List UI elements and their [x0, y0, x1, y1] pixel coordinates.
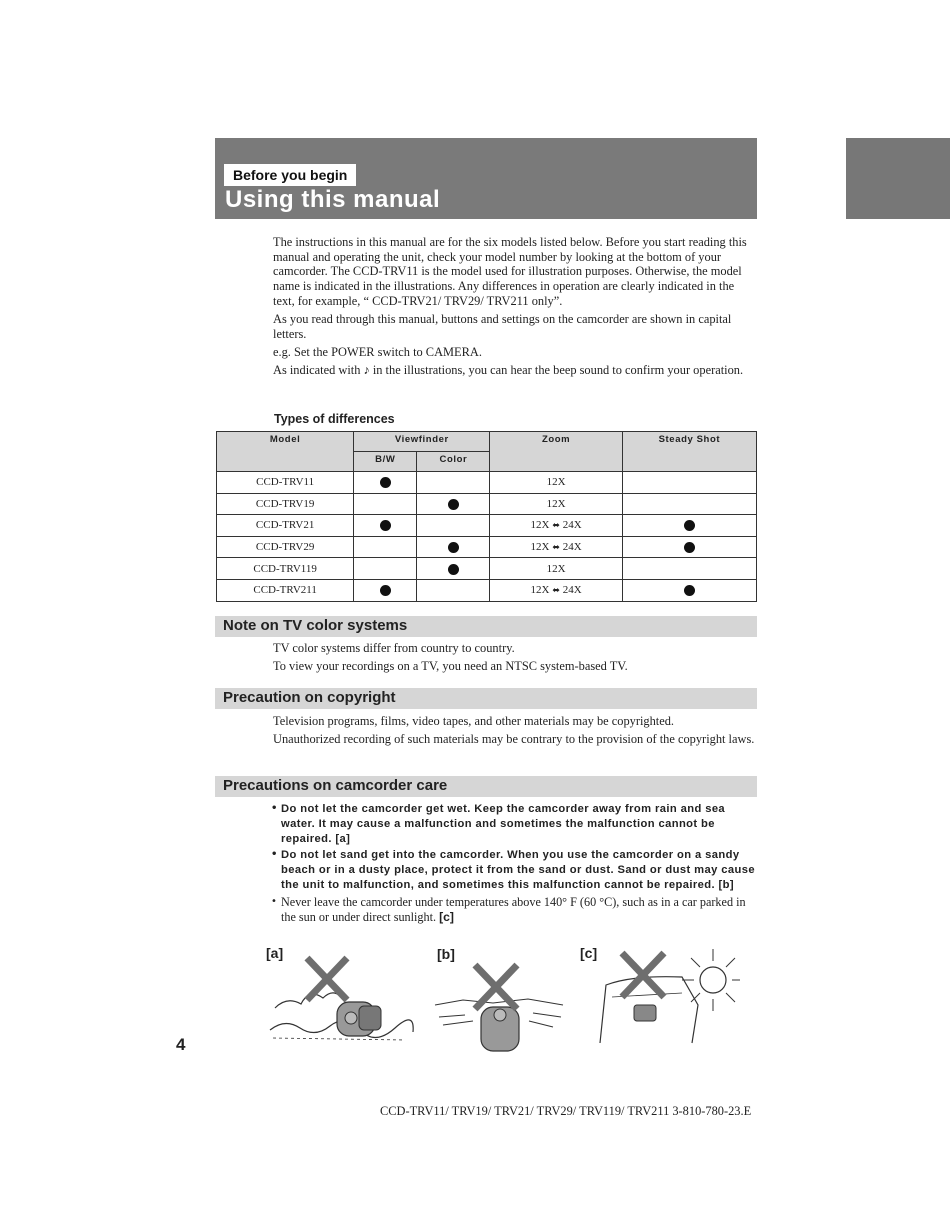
- header-bw: B/W: [354, 452, 417, 472]
- check-dot-icon: [380, 520, 391, 531]
- steady-shot-cell: [622, 579, 756, 601]
- steady-shot-cell: [622, 472, 756, 494]
- copyright-section-heading-bar: [215, 688, 757, 709]
- intro-paragraph-4-start: As indicated with: [273, 363, 364, 378]
- model-cell: CCD-TRV211: [217, 579, 354, 601]
- zoom-extended: 24X: [562, 519, 582, 532]
- check-dot-icon: [684, 542, 695, 553]
- intro-text: [273, 235, 757, 381]
- check-dot-icon: [448, 564, 459, 575]
- steady-shot-cell: [622, 515, 756, 537]
- intro-paragraph-1: The instructions in this manual are for the six models listed below. Before you start reading this manual and operating the unit, check your model number by looking at the bottom of your camcorder. The CCD-TRV11 is the model used for illustration purposes. Otherwise, the model name is indicated in the illustrations. Any differences in operation are clearly indicated in the text, for example, “ CCD-TRV21/ TRV29/ TRV211 only”.: [273, 235, 747, 308]
- bw-cell: [354, 536, 417, 558]
- care-item-wet: • Do not let the camcorder get wet. Keep the camcorder away from rain and sea water. It may cause a malfunction and sometimes the malfunction cannot be repaired. [a]: [271, 802, 757, 846]
- section-side-tab: [846, 138, 950, 219]
- model-cell: CCD-TRV21: [217, 515, 354, 537]
- copyright-paragraph-1: Television programs, films, video tapes, and other materials may be copyrighted.: [273, 714, 675, 728]
- zoom-base: 12X: [530, 519, 550, 532]
- steady-shot-cell: [622, 558, 756, 580]
- check-dot-icon: [448, 499, 459, 510]
- color-cell: [417, 515, 490, 537]
- care-item-heat: [271, 895, 757, 925]
- double-arrow-icon: ⬌: [549, 521, 563, 532]
- section-label: Before you begin: [224, 164, 356, 186]
- steady-shot-cell: [622, 493, 756, 515]
- zoom-cell: [490, 536, 622, 558]
- copyright-section-text: [273, 714, 757, 750]
- intro-paragraph-3: e.g. Set the POWER switch to CAMERA.: [273, 344, 482, 359]
- zoom-base: 12X: [546, 497, 566, 510]
- check-dot-icon: [684, 520, 695, 531]
- page-title: Using this manual: [225, 186, 441, 213]
- zoom-base: 12X: [530, 584, 550, 597]
- bw-cell: [354, 493, 417, 515]
- table-row: [217, 558, 757, 580]
- wet-camcorder-illustration: [265, 948, 415, 1048]
- steady-shot-cell: [622, 536, 756, 558]
- sand-camcorder-illustration: [433, 955, 568, 1055]
- bw-cell: [354, 558, 417, 580]
- copyright-section-heading: Precaution on copyright: [223, 689, 396, 706]
- types-heading: Types of differences: [274, 412, 395, 426]
- copyright-paragraph-2: Unauthorized recording of such materials may be contrary to the provision of the copyright laws.: [273, 732, 755, 747]
- zoom-extended: 24X: [562, 584, 582, 597]
- double-arrow-icon: ⬌: [549, 586, 563, 597]
- model-cell: CCD-TRV11: [217, 472, 354, 494]
- model-cell: CCD-TRV119: [217, 558, 354, 580]
- bw-cell: [354, 472, 417, 494]
- header-model: Model: [217, 432, 354, 472]
- table-row: [217, 472, 757, 494]
- check-dot-icon: [380, 585, 391, 596]
- zoom-cell: [490, 515, 622, 537]
- header-steady-shot: Steady Shot: [622, 432, 756, 472]
- care-section-heading: Precautions on camcorder care: [223, 777, 448, 794]
- tv-section-heading-bar: [215, 616, 757, 637]
- color-cell: [417, 579, 490, 601]
- double-arrow-icon: ⬌: [549, 543, 563, 554]
- zoom-base: 12X: [546, 476, 566, 489]
- color-cell: [417, 558, 490, 580]
- page-header: [215, 138, 757, 219]
- zoom-base: 12X: [546, 562, 566, 575]
- care-list: [271, 802, 757, 926]
- differences-table: [216, 431, 757, 602]
- table-row: [217, 515, 757, 537]
- model-cell: CCD-TRV29: [217, 536, 354, 558]
- color-cell: [417, 536, 490, 558]
- color-cell: [417, 493, 490, 515]
- illustration-label-b: [b]: [437, 946, 455, 962]
- care-item-heat-text: Never leave the camcorder under temperatures above 140° F (60 °C), such as in a car parked in the sun or under direct sunlight.: [281, 894, 746, 924]
- check-dot-icon: [684, 585, 695, 596]
- illustration-label-a: [a]: [266, 945, 284, 961]
- header-zoom: Zoom: [490, 432, 622, 472]
- header-color: Color: [417, 452, 490, 472]
- table-row: [217, 493, 757, 515]
- illustration-label-c: [c]: [580, 945, 598, 961]
- header-viewfinder: Viewfinder: [354, 432, 490, 452]
- bw-cell: [354, 515, 417, 537]
- intro-paragraph-4: [273, 363, 757, 378]
- footer-model-list: CCD-TRV11/ TRV19/ TRV21/ TRV29/ TRV119/ TRV211 3-810-780-23.E: [380, 1104, 752, 1118]
- zoom-cell: [490, 579, 622, 601]
- bw-cell: [354, 579, 417, 601]
- table-row: [217, 536, 757, 558]
- tv-section-text: [273, 641, 757, 677]
- zoom-cell: [490, 558, 622, 580]
- care-item-heat-ref: [c]: [439, 909, 454, 924]
- tv-paragraph-2: To view your recordings on a TV, you need an NTSC system-based TV.: [273, 659, 628, 674]
- zoom-base: 12X: [530, 541, 550, 554]
- heat-camcorder-illustration: [592, 945, 742, 1050]
- zoom-cell: [490, 472, 622, 494]
- intro-paragraph-2: As you read through this manual, buttons and settings on the camcorder are shown in capital letters.: [273, 312, 732, 341]
- table-row: [217, 579, 757, 601]
- tv-section-heading: Note on TV color systems: [223, 617, 408, 634]
- beep-note-icon: ♪: [363, 363, 370, 378]
- check-dot-icon: [448, 542, 459, 553]
- care-item-sand: • Do not let sand get into the camcorder. When you use the camcorder on a sandy beach or in a dusty place, protect it from the sand or dust. Sand or dust may cause the unit to malfunction, and sometimes this malfunction cannot be repaired. [b]: [271, 848, 757, 892]
- intro-paragraph-4-end: in the illustrations, you can hear the beep sound to confirm your operation.: [369, 363, 744, 378]
- tv-paragraph-1: TV color systems differ from country to country.: [273, 641, 515, 655]
- zoom-extended: 24X: [562, 541, 582, 554]
- model-cell: CCD-TRV19: [217, 493, 354, 515]
- zoom-cell: [490, 493, 622, 515]
- color-cell: [417, 472, 490, 494]
- check-dot-icon: [380, 477, 391, 488]
- care-section-heading-bar: [215, 776, 757, 797]
- page-number: 4: [176, 1035, 186, 1054]
